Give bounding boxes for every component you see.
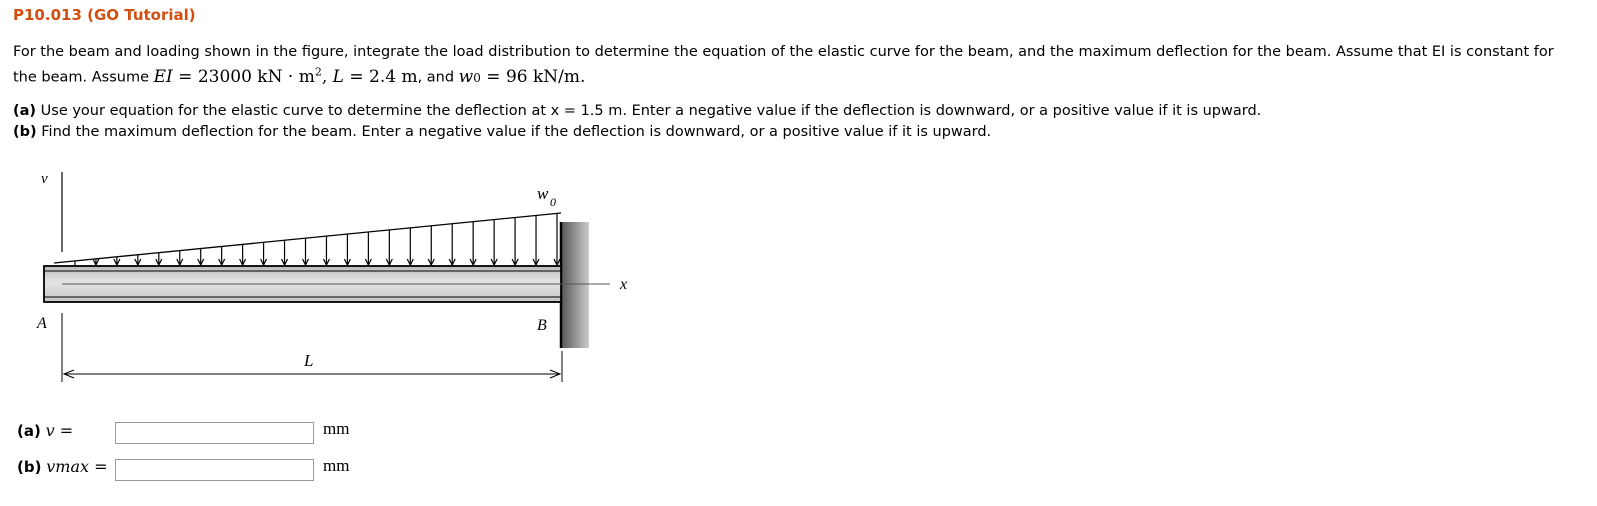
answer-b-part: (b) (17, 458, 42, 476)
part-b-question: (b) Find the maximum deflection for the beam. Enter a negative value if the deflection is downward, or a positive value if it is upward. (13, 124, 992, 140)
l-value: 2.4 m (369, 66, 418, 87)
part-b-text: Find the maximum deflection for the beam. Enter a negative value if the deflection is downward, or a positive value if it is upward. (41, 124, 992, 140)
part-a-text: Use your equation for the elastic curve to determine the deflection at x = 1.5 m. Enter a negative value if the deflection is downward, or a positive value if it is upward. (40, 103, 1262, 119)
answer-b-variable: vmax = (46, 457, 108, 476)
v-axis-label: v (41, 171, 48, 187)
answer-b-input[interactable] (115, 459, 314, 481)
problem-intro-line1: For the beam and loading shown in the figure, integrate the load distribution to determine the equation of the elastic curve for the beam, and the maximum deflection for the beam. Assume that EI is constant for (13, 44, 1554, 60)
w0-subscript: 0 (550, 195, 556, 209)
beam-figure (0, 160, 700, 390)
load-top-line (54, 213, 561, 263)
answer-a-input[interactable] (115, 422, 314, 444)
w0-label: w (537, 184, 549, 203)
problem-intro-line2: the beam. Assume EI = 23000 kN · $m^2$, L = 2.4 m, and w0 = 96 kN/m. (13, 65, 586, 87)
point-b-label: B (537, 317, 547, 334)
answer-a-label (17, 421, 73, 440)
length-l-label: L (304, 351, 314, 370)
load-arrows (75, 213, 560, 265)
fixed-wall (561, 222, 589, 348)
intro-line2-prefix: the beam. Assume (13, 69, 150, 86)
answer-a-variable: v = (45, 421, 74, 440)
problem-title: P10.013 (GO Tutorial) (13, 6, 196, 24)
point-a-label: A (37, 315, 47, 332)
answer-b-unit: mm (323, 456, 350, 475)
answer-a-unit: mm (323, 419, 350, 438)
answer-b-label (17, 457, 108, 476)
answer-a-part: (a) (17, 422, 41, 440)
part-a-question: (a) Use your equation for the elastic curve to determine the deflection at x = 1.5 m. Enter a negative value if the deflection is downward, or a positive value if it is upward. (13, 103, 1262, 119)
w0-value: 96 kN/m. (505, 66, 586, 87)
x-axis-label: x (620, 276, 628, 293)
ei-value: 23000 kN · m (197, 66, 315, 87)
